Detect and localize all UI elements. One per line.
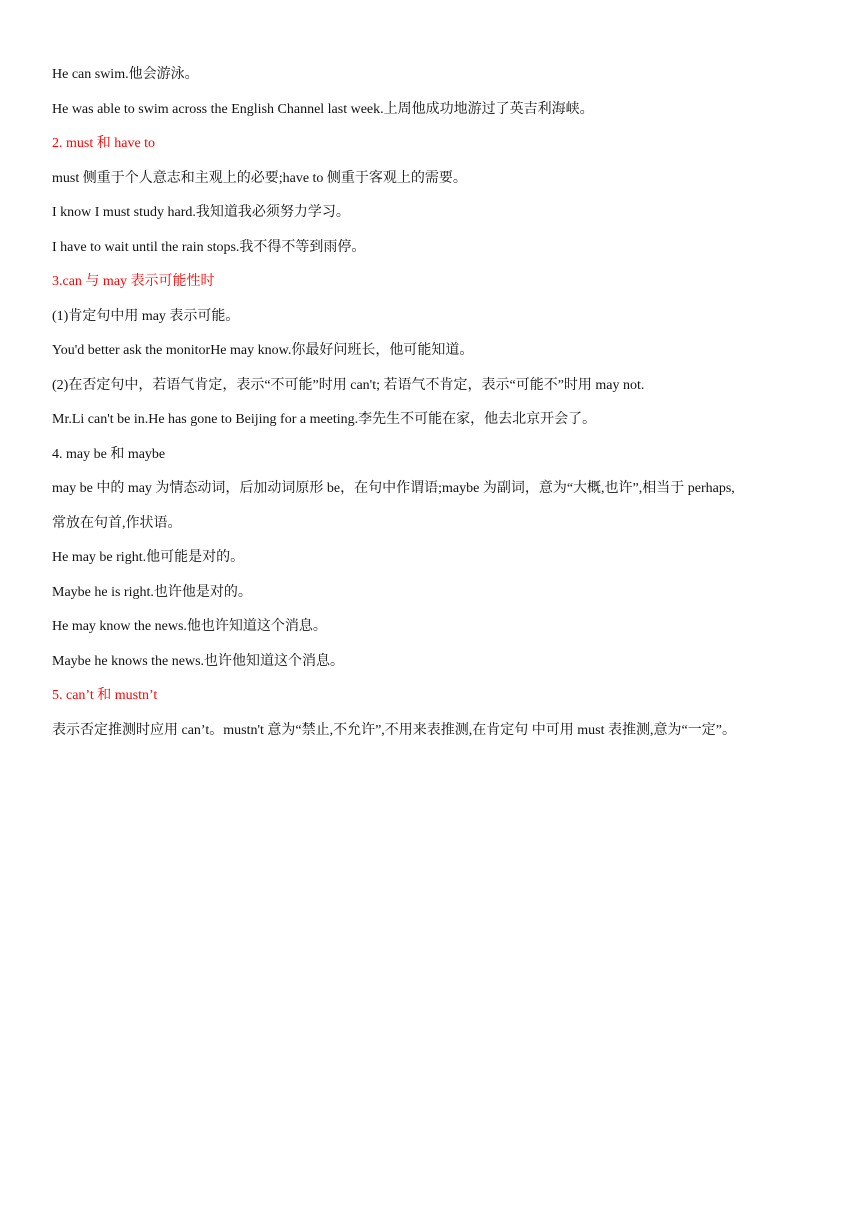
explanation-text: may be 中的 may 为情态动词，后加动词原形 be，在句中作谓语;maybe 为副词，意为“大概,也许”,相当于 perhaps, (52, 481, 735, 496)
section-heading-must-have-to: 2. must 和 have to (52, 136, 156, 151)
example-sentence: I know I must study hard.我知道我必须努力学习。 (52, 205, 350, 220)
document-body (52, 58, 812, 748)
explanation-text: 表示否定推测时应用 can’t。mustn't 意为“禁止,不允许”,不用来表推测,在肯定句 中可用 must 表推测,意为“一定”。 (52, 722, 736, 738)
example-sentence: Maybe he knows the news.也许他知道这个消息。 (52, 653, 345, 669)
example-sentence: He can swim.他会游泳。 (52, 67, 199, 82)
example-sentence: He may know the news.他也许知道这个消息。 (52, 619, 327, 634)
example-sentence: You'd better ask the monitorHe may know.你最好问班长，他可能知道。 (52, 343, 474, 358)
section-heading-can-may: 3.can 与 may 表示可能性时 (52, 274, 215, 289)
explanation-text: 常放在句首,作状语。 (52, 515, 182, 531)
example-sentence: Mr.Li can't be in.He has gone to Beijing for a meeting.李先生不可能在家，他去北京开会了。 (52, 412, 597, 427)
example-sentence: I have to wait until the rain stops.我不得不等到雨停。 (52, 239, 366, 255)
example-sentence: He was able to swim across the English Channel last week.上周他成功地游过了英吉利海峡。 (52, 101, 594, 117)
section-heading-cant-mustnt: 5. can’t 和 mustn’t (52, 688, 158, 703)
explanation-text: (2)在否定句中，若语气肯定，表示“不可能”时用 can't; 若语气不肯定，表示“可能不”时用 may not. (52, 377, 645, 393)
example-sentence: He may be right.他可能是对的。 (52, 550, 245, 565)
example-sentence: Maybe he is right.也许他是对的。 (52, 584, 252, 600)
explanation-text: (1)肯定句中用 may 表示可能。 (52, 308, 240, 324)
section-heading-may-be-maybe: 4. may be 和 maybe (52, 446, 166, 462)
explanation-text: must 侧重于个人意志和主观上的必要;have to 侧重于客观上的需要。 (52, 170, 467, 186)
